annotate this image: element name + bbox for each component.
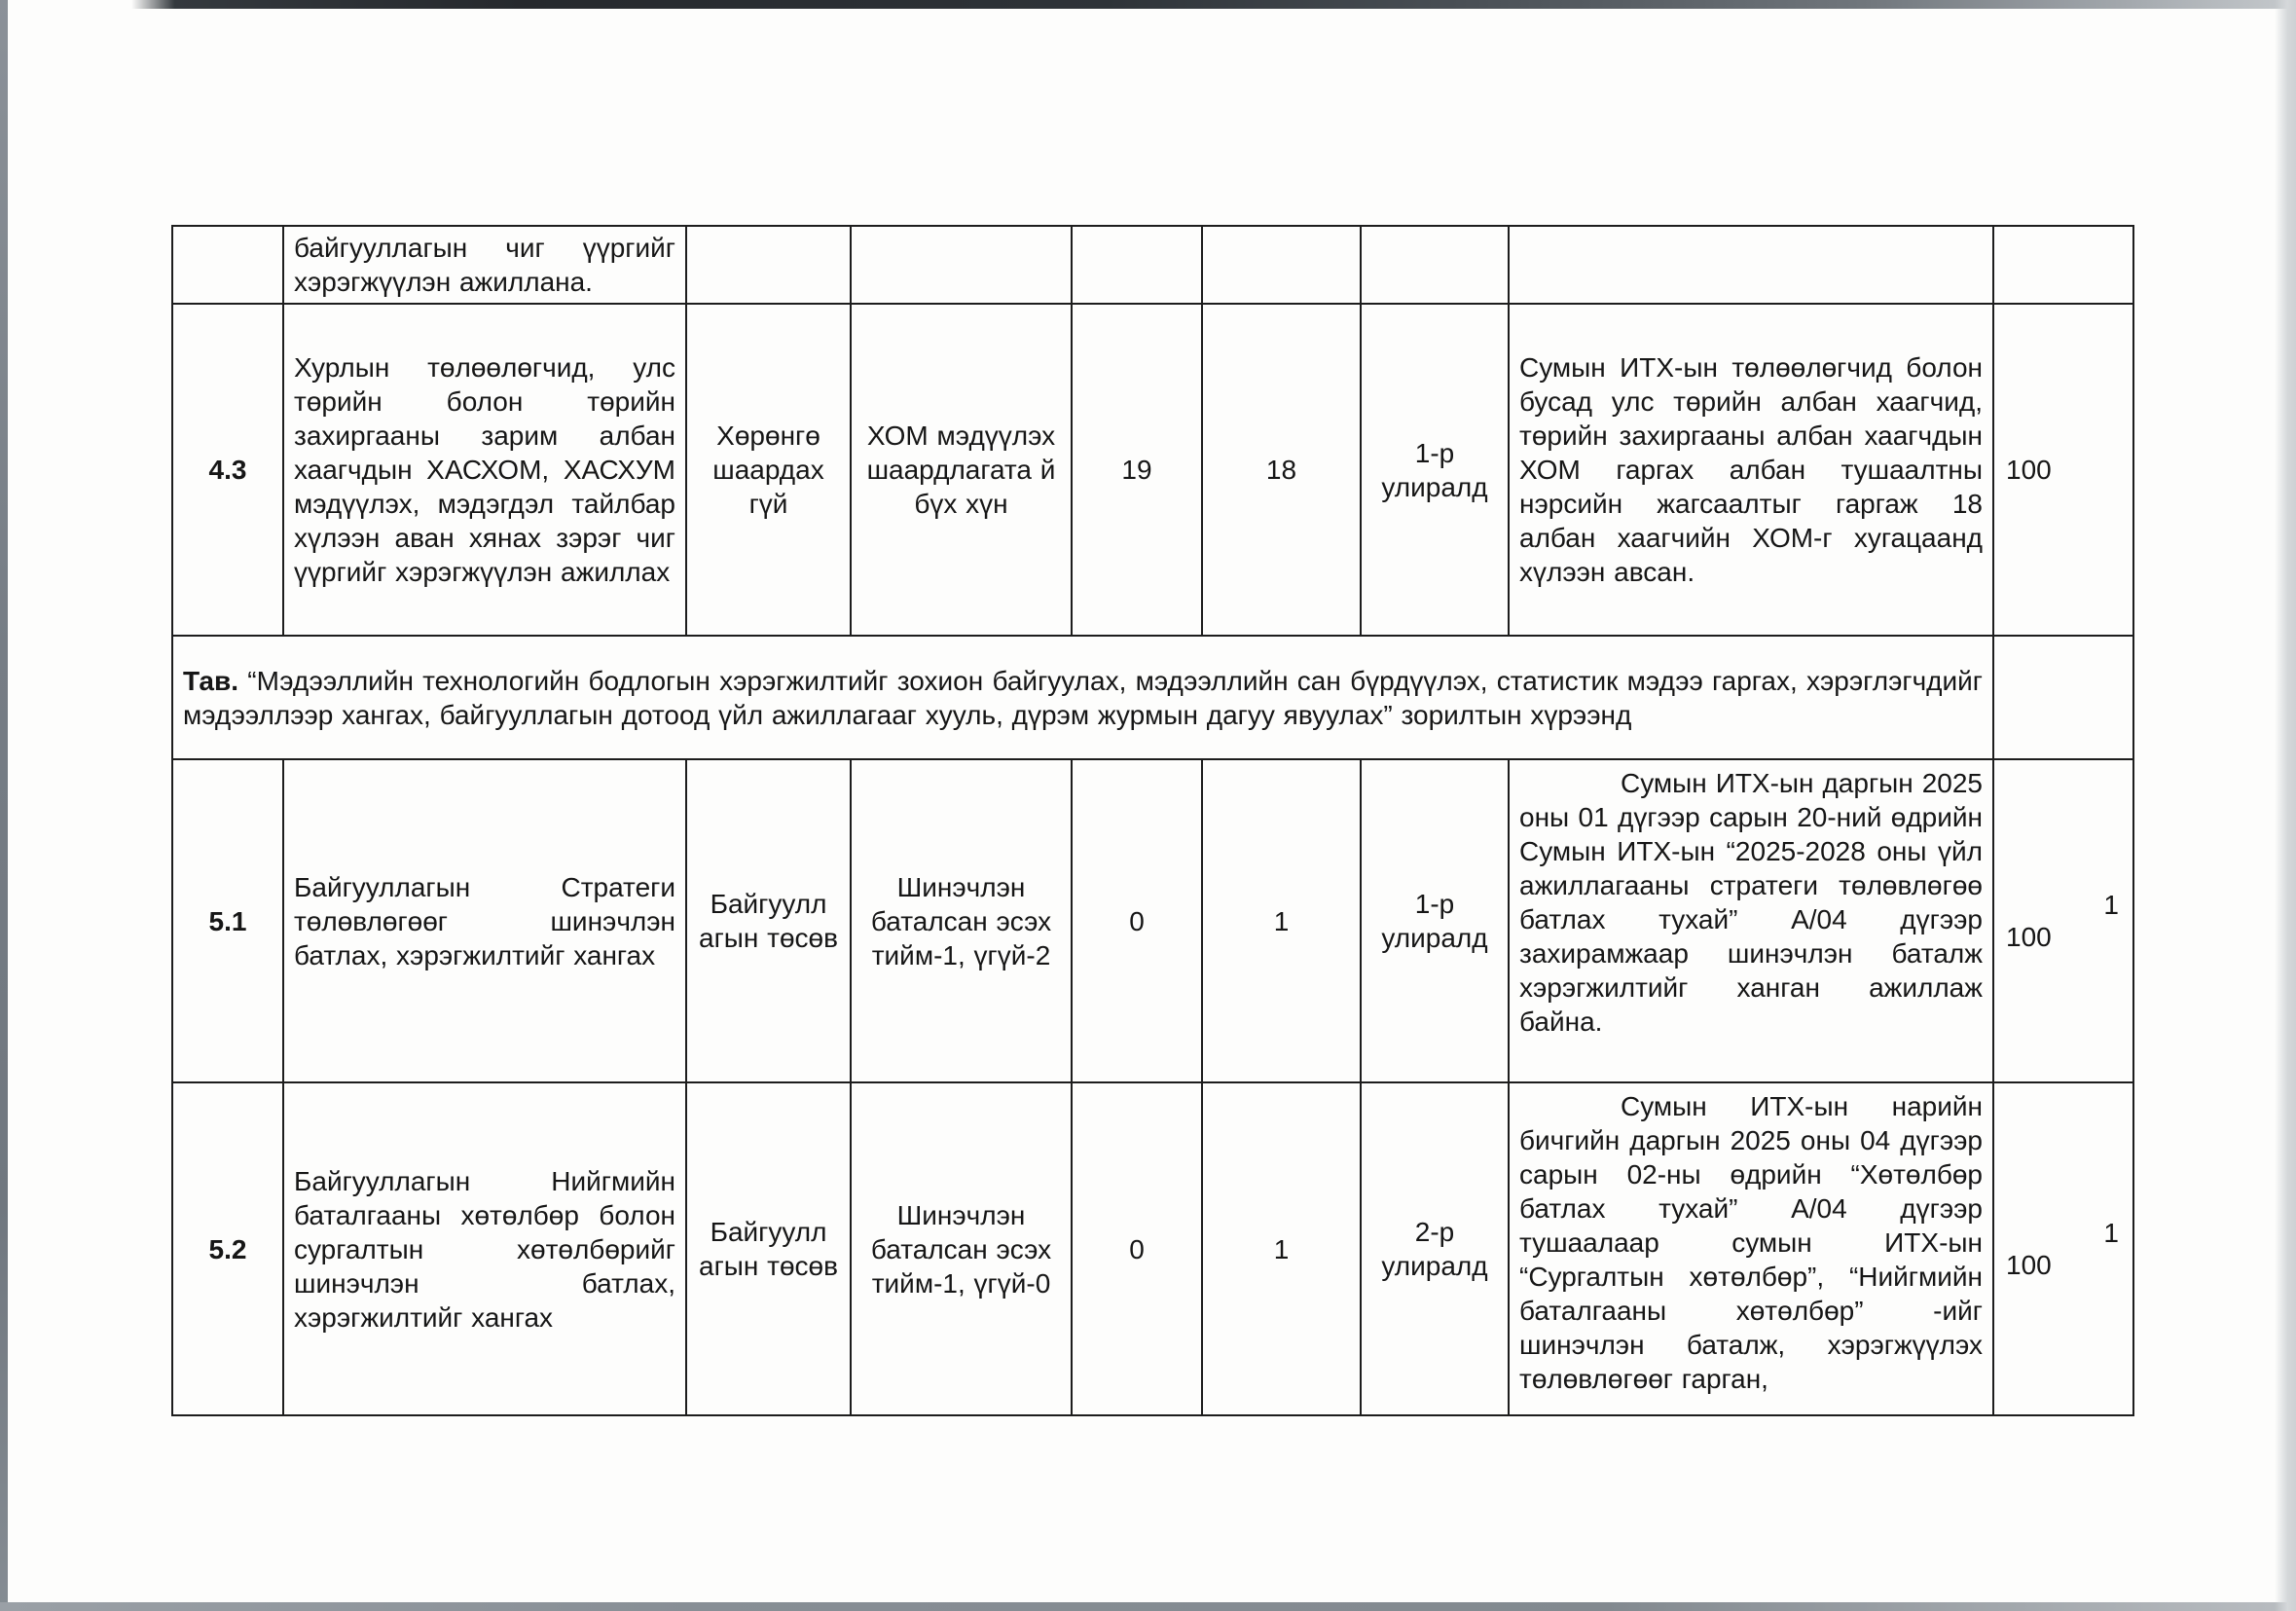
cell-empty (1509, 226, 1993, 304)
score-extra-value: 1 (2103, 1218, 2119, 1248)
cell-score (1993, 759, 2133, 1082)
cell-empty (1202, 226, 1361, 304)
cell-indicator: ХОМ мэдүүлэх шаардлагата й бүх хүн (851, 304, 1072, 636)
cell-budget: Байгуулл агын төсөв (686, 759, 851, 1082)
section-goal-text: “Мэдээллийн технологийн бодлогын хэрэгжилтийг зохион байгуулах, мэдээллийн сан бүрдүүлэх, статистик мэдээ гаргах, хэрэглэгчдийг мэдээллээр хангах, байгууллагын дотоод үйл ажиллагааг хууль, дүрэм журмын дагуу явуулах” зорилтын хүрээнд (183, 665, 1983, 730)
cell-result: Сумын ИТХ-ын нарийн бичгийн даргын 2025 оны 04 дүгээр сарын 02-ны өдрийн “Хөтөлбөр батлах тухай” А/04 дүгээр тушаалаар сумын ИТХ-ын “Сургалтын хөтөлбөр”, “Нийгмийн баталгааны хөтөлбөр” -ийг шинэчлэн баталж, хэрэгжүүлэх төлөвлөгөөг гарган, (1509, 1082, 1993, 1415)
cell-empty (1072, 226, 1202, 304)
table-row-4-3 (172, 304, 2133, 636)
cell-result: Сумын ИТХ-ын даргын 2025 оны 01 дүгээр сарын 20-ний өдрийн Сумын ИТХ-ын “2025-2028 оны үйл ажиллагааны стратеги төлөвлөгөө батлах тухай” А/04 дүгээр захирамжаар шинэчлэн баталж хэрэгжилтийг ханган ажиллаж байна. (1509, 759, 1993, 1082)
cell-row-number: 4.3 (172, 304, 283, 636)
cell-task: Байгууллагын Нийгмийн баталгааны хөтөлбөр болон сургалтын хөтөлбөрийг шинэчлэн батлах, хэрэгжилтийг хангах (283, 1082, 686, 1415)
score-value: 100 (2006, 922, 2052, 952)
scan-edge-right (2275, 0, 2296, 1611)
cell-row-number: 5.1 (172, 759, 283, 1082)
table-row-5-1 (172, 759, 2133, 1082)
scan-edge-bottom (0, 1602, 2296, 1611)
cell-baseline: 0 (1072, 1082, 1202, 1415)
table-row-section-header (172, 636, 2133, 759)
cell-task-continuation: байгууллагын чиг үүргийг хэрэгжүүлэн ажиллана. (283, 226, 686, 304)
cell-timeframe: 2-р улиралд (1361, 1082, 1509, 1415)
cell-baseline: 19 (1072, 304, 1202, 636)
cell-baseline: 0 (1072, 759, 1202, 1082)
cell-budget: Хөрөнгө шаардах гүй (686, 304, 851, 636)
cell-empty (851, 226, 1072, 304)
cell-indicator: Шинэчлэн баталсан эсэх тийм-1, үгүй-2 (851, 759, 1072, 1082)
section-number-label: Тав. (183, 665, 238, 696)
cell-row-number: 5.2 (172, 1082, 283, 1415)
cell-target: 1 (1202, 759, 1361, 1082)
cell-result: Сумын ИТХ-ын төлөөлөгчид болон бусад улс төрийн албан хаагчид, төрийн захиргааны албан хаагчдын ХОМ гаргах албан тушаалтны нэрсийн жагсаалтыг гаргаж 18 албан хаагчийн ХОМ-г хугацаанд хүлээн авсан. (1509, 304, 1993, 636)
cell-timeframe: 1-р улиралд (1361, 759, 1509, 1082)
cell-section-header (172, 636, 1993, 759)
cell-empty (1993, 636, 2133, 759)
cell-score (1993, 304, 2133, 636)
table-row-continuation (172, 226, 2133, 304)
cell-empty (1993, 226, 2133, 304)
cell-timeframe: 1-р улиралд (1361, 304, 1509, 636)
cell-task: Байгууллагын Стратеги төлөвлөгөөг шинэчлэн батлах, хэрэгжилтийг хангах (283, 759, 686, 1082)
scan-edge-left (0, 0, 8, 1611)
score-value: 100 (2006, 455, 2052, 485)
cell-score (1993, 1082, 2133, 1415)
cell-no-empty (172, 226, 283, 304)
cell-budget: Байгуулл агын төсөв (686, 1082, 851, 1415)
score-value: 100 (2006, 1250, 2052, 1280)
score-extra-value: 1 (2103, 890, 2119, 920)
cell-empty (1361, 226, 1509, 304)
performance-report-table (171, 225, 2134, 1416)
scan-edge-top (131, 0, 2296, 9)
cell-target: 1 (1202, 1082, 1361, 1415)
cell-empty (686, 226, 851, 304)
cell-target: 18 (1202, 304, 1361, 636)
table-row-5-2 (172, 1082, 2133, 1415)
cell-indicator: Шинэчлэн баталсан эсэх тийм-1, үгүй-0 (851, 1082, 1072, 1415)
cell-task: Хурлын төлөөлөгчид, улс төрийн болон төрийн захиргааны зарим албан хаагчдын ХАСХОМ, ХАСХУМ мэдүүлэх, мэдэгдэл тайлбар хүлээн аван хянах зэрэг чиг үүргийг хэрэгжүүлэн ажиллах (283, 304, 686, 636)
